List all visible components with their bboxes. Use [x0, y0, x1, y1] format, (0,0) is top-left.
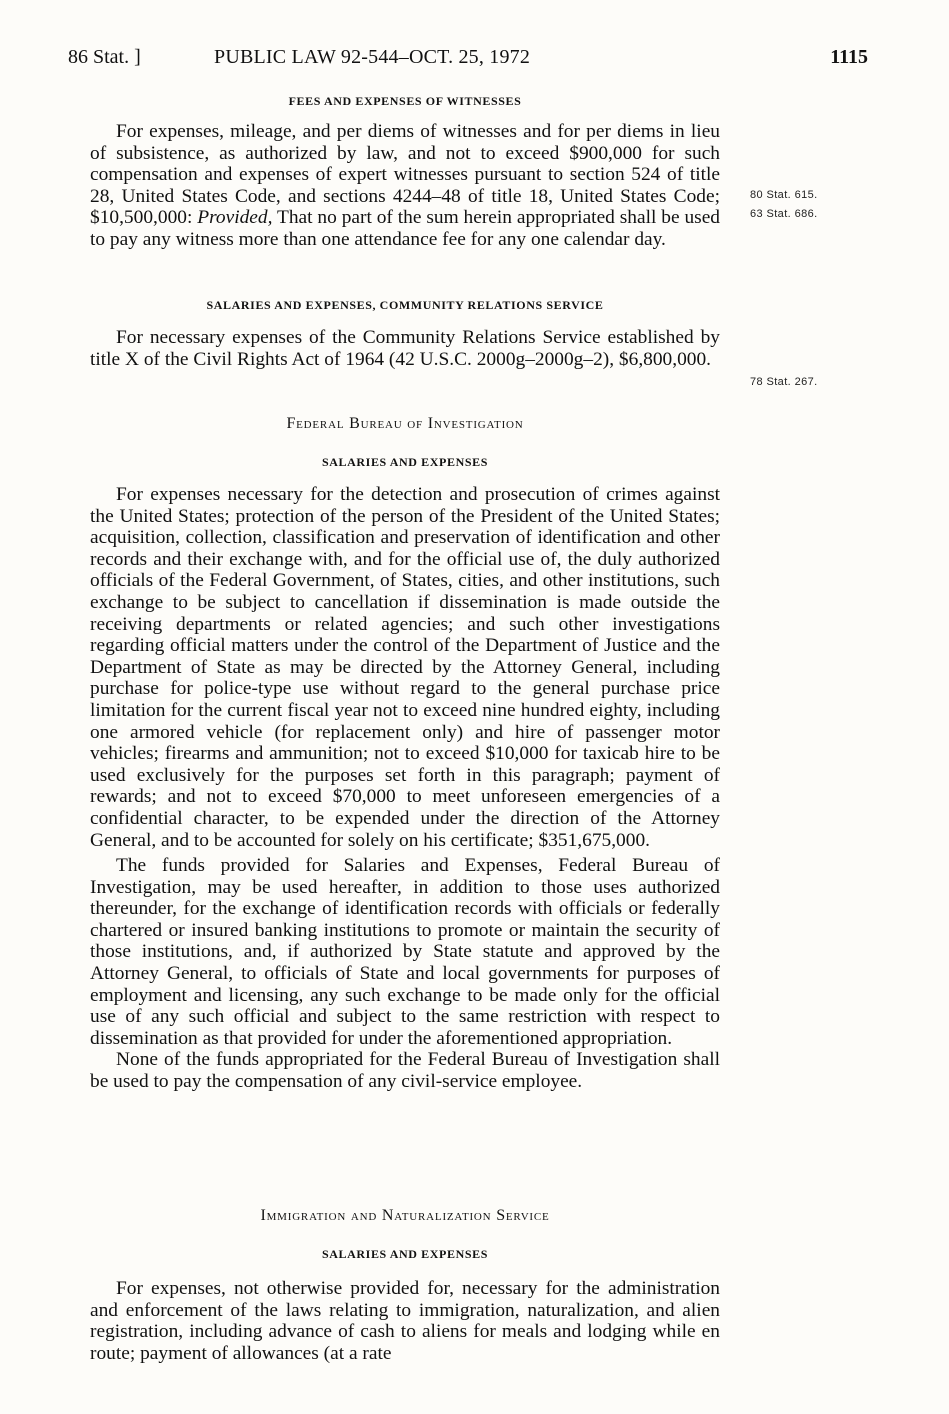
witnesses-text-1: For expenses, mileage, and per diems of witnesses and for per diems in lieu of subsistence, as authorized by law, and not to exceed $900,000 for such compensation and expenses of expert witnesses pursuant to section 524 of title 28, United States Code, and sections 4244–48 of title 18, United States Code; $10,500,000:	[90, 121, 720, 229]
margin-note: 78 Stat. 267.	[750, 376, 818, 388]
fbi-section	[90, 415, 720, 1093]
witnesses-heading: FEES AND EXPENSES OF WITNESSES	[288, 94, 522, 108]
margin-note: 80 Stat. 615.	[750, 189, 818, 201]
crs-paragraph: For necessary expenses of the Community Relations Service established by title X of the Civil Rights Act of 1964 (42 U.S.C. 2000g–2000g–2), $6,800,000.	[90, 327, 720, 370]
crs-section	[90, 298, 720, 370]
page-number: 1115	[830, 46, 868, 68]
ins-sub-heading: SALARIES AND EXPENSES	[322, 1247, 488, 1261]
margin-note: 63 Stat. 686.	[750, 208, 818, 220]
ins-heading: Immigration and Naturalization Service	[260, 1207, 550, 1224]
ins-paragraph: For expenses, not otherwise provided for, necessary for the administration and enforcement of the laws relating to immigration, naturalization, and alien registration, including advance of cash to aliens for meals and lodging while en route; payment of allowances (at a rate	[90, 1278, 720, 1364]
provided-term: Provided,	[197, 207, 273, 229]
statute-reference: 86 Stat. ]	[68, 46, 141, 68]
witnesses-text-2: That no part of the sum herein appropriated shall be used to pay any witness more than one attendance fee for any one calendar day.	[90, 207, 720, 250]
fbi-heading: Federal Bureau of Investigation	[286, 415, 524, 432]
witnesses-section	[90, 94, 720, 251]
fbi-sub-heading: SALARIES AND EXPENSES	[322, 455, 488, 469]
crs-heading: SALARIES AND EXPENSES, COMMUNITY RELATIONS SERVICE	[206, 298, 604, 312]
fbi-paragraph-3: None of the funds appropriated for the Federal Bureau of Investigation shall be used to pay the compensation of any civil-service employee.	[90, 1049, 720, 1093]
margin-notes-witnesses	[750, 186, 818, 224]
ins-section	[90, 1207, 720, 1364]
running-head	[68, 46, 868, 74]
witnesses-paragraph	[90, 121, 720, 251]
law-title: PUBLIC LAW 92-544–OCT. 25, 1972	[214, 46, 531, 68]
fbi-paragraph-2: The funds provided for Salaries and Expenses, Federal Bureau of Investigation, may be used hereafter, in addition to those uses authorized thereunder, for the exchange of identification records with officials or federally chartered or insured banking institutions to promote or maintain the security of those institutions, and, if authorized by State statute and approved by the Attorney General, to officials of State and local governments for purposes of employment and licensing, any such exchange to be made only for the official use of any such official and subject to the same restriction with respect to dissemination as that provided for under the aforementioned appropriation.	[90, 855, 720, 1049]
fbi-paragraph-1: For expenses necessary for the detection and prosecution of crimes against the United States; protection of the person of the President of the United States; acquisition, collection, classification and preservation of identification and other records and their exchange with, and for the official use of, the duly authorized officials of the Federal Government, of States, cities, and other institutions, such exchange to be subject to cancellation if dissemination is made outside the receiving departments or related agencies; and such other investigations regarding official matters under the control of the Department of Justice and the Department of State as may be directed by the Attorney General, including purchase for police-type use without regard to the general purchase price limitation for the current fiscal year not to exceed nine hundred eighty, including one armored vehicle (for replacement only) and hire of passenger motor vehicles; firearms and ammunition; not to exceed $10,000 for taxicab hire to be used exclusively for the purposes set forth in this paragraph; payment of rewards; and not to exceed $70,000 to meet unforeseen emergencies of a confidential character, to be expended under the direction of the Attorney General, and to be accounted for solely on his certificate; $351,675,000.	[90, 484, 720, 851]
margin-notes-crs	[750, 373, 818, 392]
